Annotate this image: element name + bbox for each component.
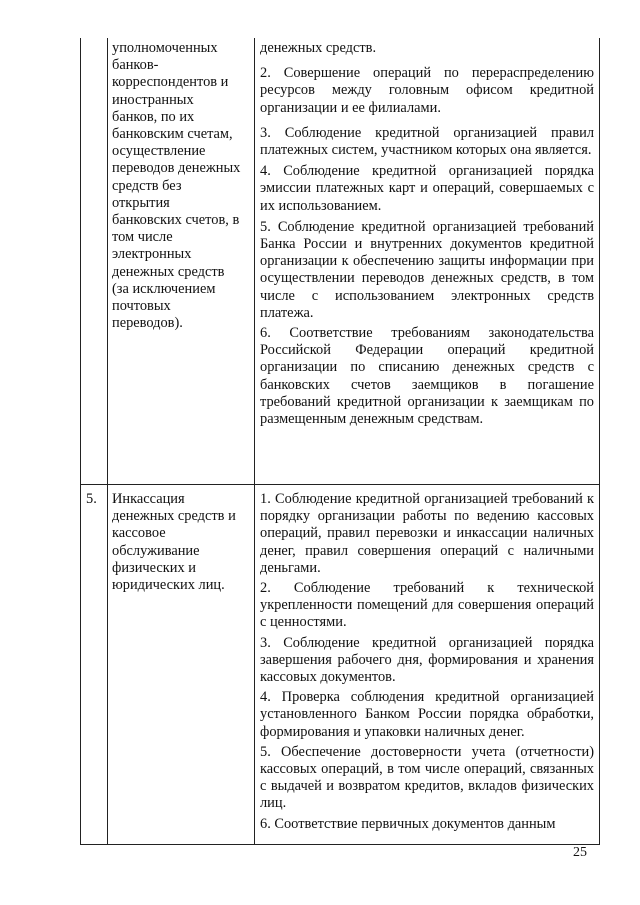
- description-line: почтовых: [112, 298, 171, 315]
- description-line: том числе: [112, 229, 173, 246]
- description-line: банковским счетам,: [112, 126, 233, 143]
- check-item: 5. Соблюдение кредитной организацией требований Банка России и внутренних документов кредитной организации к обеспечению защиты информации при осуществлении переводов денежных средств, в том числе с использованием электронных средств платежа.: [260, 218, 594, 321]
- check-item: 4. Проверка соблюдения кредитной организацией установленного Банком России порядка обработки, формирования и упаковки наличных денег.: [260, 689, 594, 740]
- check-item: 3. Соблюдение кредитной организацией правил платежных систем, участником которых она является.: [260, 124, 594, 159]
- check-item: 6. Соответствие первичных документов данным: [260, 815, 556, 832]
- description-line: банков-: [112, 57, 159, 74]
- check-item: 6. Соответствие требованиям законодательства Российской Федерации операций кредитной организации по списанию денежных средств с банковских счетов заемщиков в погашение требований кредитной организации к заемщикам по размещенным денежным средствам.: [260, 325, 594, 428]
- column-divider-number: [107, 38, 108, 845]
- check-item: 5. Обеспечение достоверности учета (отчетности) кассовых операций, в том числе операций, связанных с выдачей и возвратом кредитов, вкладов физических лиц.: [260, 743, 594, 812]
- description-line: банковских счетов, в: [112, 212, 240, 229]
- description-line: Инкассация: [112, 491, 185, 507]
- description-line: переводов денежных: [112, 160, 241, 177]
- row-5-checks: [260, 491, 594, 833]
- description-line: банков, по их: [112, 108, 195, 125]
- description-line: иностранных: [112, 91, 194, 108]
- check-item: денежных средств.: [260, 40, 377, 56]
- description-line: корреспондентов и: [112, 74, 229, 91]
- row-continuation-checks: [260, 40, 594, 428]
- description-line: переводов).: [112, 315, 183, 332]
- check-item: 2. Совершение операций по перераспределению ресурсов между головным офисом кредитной организации и ее филиалами.: [260, 65, 594, 116]
- row-number: 5.: [86, 491, 97, 507]
- row-continuation-description: [112, 40, 252, 332]
- check-item: 1. Соблюдение кредитной организацией требований к порядку организации работы по ведению кассовых операций, правил перевозки и инкассации наличных денег, правил совершения операций с наличными деньгами.: [260, 491, 594, 576]
- description-line: денежных средств и: [112, 508, 236, 525]
- description-line: осуществление: [112, 143, 206, 160]
- description-line: открытия: [112, 194, 170, 211]
- check-item: 4. Соблюдение кредитной организацией порядка эмиссии платежных карт и операций, совершаемых с их использованием.: [260, 163, 594, 214]
- check-item: 2. Соблюдение требований к технической укрепленности помещений для совершения операций с ценностями.: [260, 580, 594, 631]
- description-line: (за исключением: [112, 280, 216, 297]
- column-divider-description: [254, 38, 255, 845]
- description-line: средств без: [112, 177, 182, 194]
- row-divider: [80, 484, 600, 485]
- page-number: 25: [573, 845, 587, 860]
- description-line: юридических лиц.: [112, 577, 225, 594]
- description-line: уполномоченных: [112, 40, 218, 56]
- description-line: электронных: [112, 246, 192, 263]
- description-line: физических и: [112, 559, 196, 576]
- description-line: денежных средств: [112, 263, 225, 280]
- row-5-description: [112, 491, 252, 594]
- description-line: обслуживание: [112, 542, 200, 559]
- description-line: кассовое: [112, 525, 166, 542]
- check-item: 3. Соблюдение кредитной организацией порядка завершения рабочего дня, формирования и хранения кассовых документов.: [260, 634, 594, 686]
